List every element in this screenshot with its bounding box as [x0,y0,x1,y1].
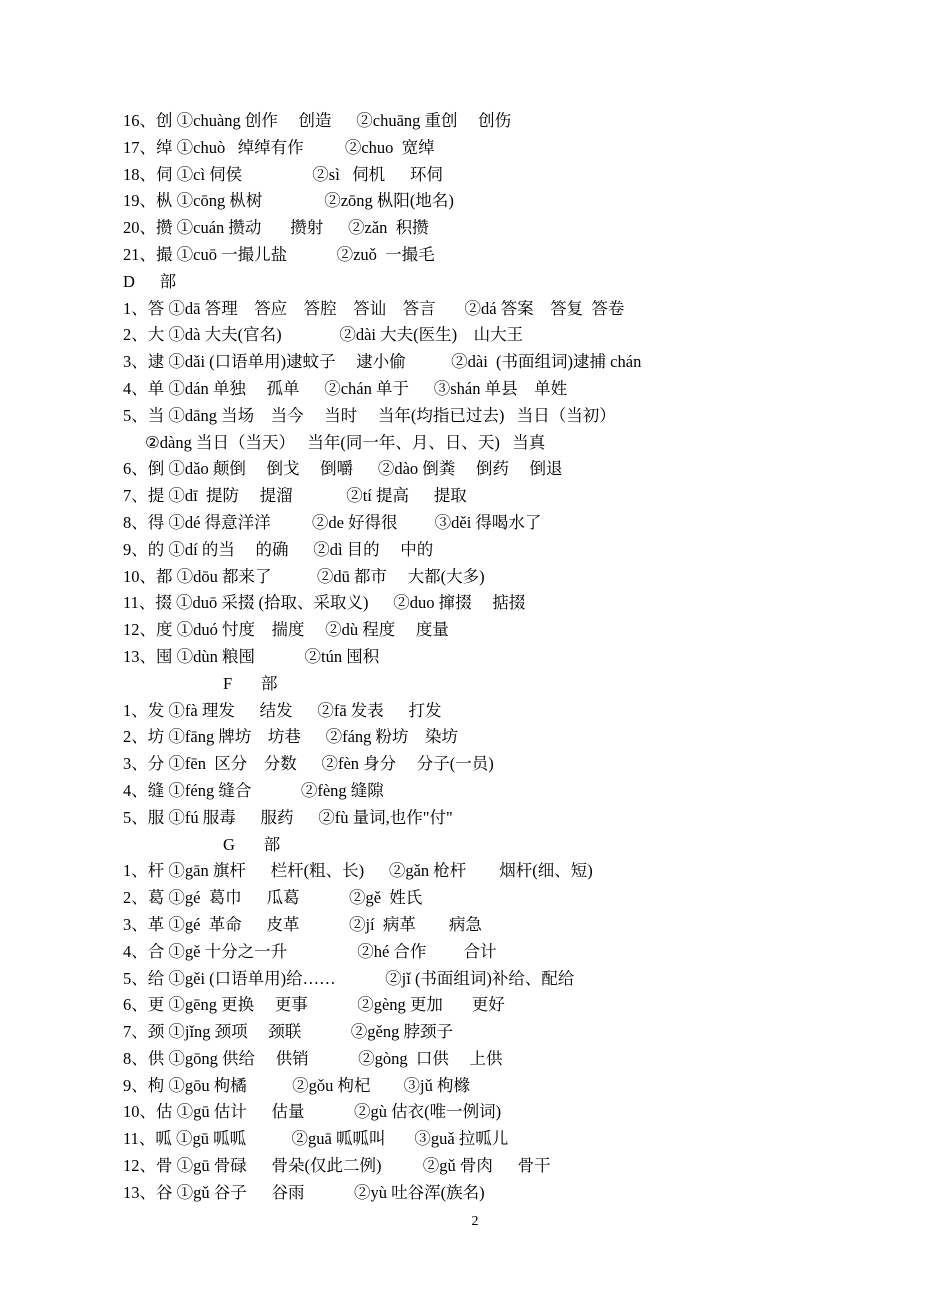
text-line: 4、单 ①dán 单独 孤单 ②chán 单于 ③shán 单县 单姓 [123,378,568,398]
text-line: 19、枞 ①cōng 枞树 ②zōng 枞阳(地名) [123,191,454,211]
text-line: 12、度 ①duó 忖度 揣度 ②dù 程度 度量 [123,620,449,640]
text-line: 13、谷 ①gǔ 谷子 谷雨 ②yù 吐谷浑(族名) [123,1182,485,1202]
text-line: 17、绰 ①chuò 绰绰有作 ②chuo 宽绰 [123,137,435,157]
text-line: 1、发 ①fà 理发 结发 ②fā 发表 打发 [123,700,442,720]
text-line: 5、给 ①gěi (口语单用)给…… ②jǐ (书面组词)补给、配给 [123,968,575,988]
text-line: 4、缝 ①féng 缝合 ②fèng 缝隙 [123,780,384,800]
text-line: 1、答 ①dā 答理 答应 答腔 答讪 答言 ②dá 答案 答复 答卷 [123,298,625,318]
text-line: 9、枸 ①gōu 枸橘 ②gǒu 枸杞 ③jǔ 枸橼 [123,1075,470,1095]
section-heading-f: F 部 [223,673,278,693]
text-line: 2、坊 ①fāng 牌坊 坊巷 ②fáng 粉坊 染坊 [123,727,459,747]
text-line: 6、更 ①gēng 更换 更事 ②gèng 更加 更好 [123,995,505,1015]
text-line: 11、呱 ①gū 呱呱 ②guā 呱呱叫 ③guǎ 拉呱儿 [123,1129,509,1149]
text-line: 3、革 ①gé 革命 皮革 ②jí 病革 病急 [123,914,482,934]
document-body [123,108,923,1207]
text-line-continuation: ②dàng 当日（当天） 当年(同一年、月、日、天) 当真 [145,432,546,452]
text-line: 7、颈 ①jǐng 颈项 颈联 ②gěng 脖颈子 [123,1022,453,1042]
text-line: 1、杆 ①gān 旗杆 栏杆(粗、长) ②gǎn 枪杆 烟杆(细、短) [123,861,593,881]
text-line: 12、骨 ①gū 骨碌 骨朵(仅此二例) ②gǔ 骨肉 骨干 [123,1156,551,1176]
section-heading-d: D 部 [123,271,177,291]
text-line: 8、得 ①dé 得意洋洋 ②de 好得很 ③děi 得喝水了 [123,512,542,532]
text-line: 9、的 ①dí 的当 的确 ②dì 目的 中的 [123,539,434,559]
text-line: 7、提 ①dī 提防 提溜 ②tí 提高 提取 [123,486,467,506]
text-line: 18、伺 ①cì 伺侯 ②sì 伺机 环伺 [123,164,443,184]
text-line: 3、逮 ①dǎi (口语单用)逮蚊子 逮小偷 ②dài (书面组词)逮捕 chán [123,352,642,372]
text-line: 6、倒 ①dǎo 颠倒 倒戈 倒嚼 ②dào 倒粪 倒药 倒退 [123,459,563,479]
text-line: 16、创 ①chuàng 创作 创造 ②chuāng 重创 创伤 [123,111,512,130]
text-line: 20、攒 ①cuán 攒动 攒射 ②zǎn 积攒 [123,218,429,238]
section-heading-g: G 部 [223,834,281,854]
text-line: 10、都 ①dōu 都来了 ②dū 都市 大都(大多) [123,566,485,586]
text-line: 4、合 ①gě 十分之一升 ②hé 合作 合计 [123,941,497,961]
text-line: 2、葛 ①gé 葛巾 瓜葛 ②gě 姓氏 [123,888,423,908]
text-line: 5、当 ①dāng 当场 当今 当时 当年(均指已过去) 当日（当初） [123,405,616,425]
text-line: 11、掇 ①duō 采掇 (拾取、采取义) ②duo 撺掇 掂掇 [123,593,526,613]
page-number: 2 [471,1214,479,1229]
text-line: 21、撮 ①cuō 一撮儿盐 ②zuǒ 一撮毛 [123,244,435,264]
text-line: 10、估 ①gū 估计 估量 ②gù 估衣(唯一例词) [123,1102,502,1122]
text-line: 5、服 ①fú 服毒 服药 ②fù 量词,也作"付" [123,807,453,827]
text-line: 3、分 ①fēn 区分 分数 ②fèn 身分 分子(一员) [123,754,494,774]
text-line: 13、囤 ①dùn 粮囤 ②tún 囤积 [123,646,380,666]
text-line: 8、供 ①gōng 供给 供销 ②gòng 口供 上供 [123,1048,503,1068]
text-line: 2、大 ①dà 大夫(官名) ②dài 大夫(医生) 山大王 [123,325,524,345]
